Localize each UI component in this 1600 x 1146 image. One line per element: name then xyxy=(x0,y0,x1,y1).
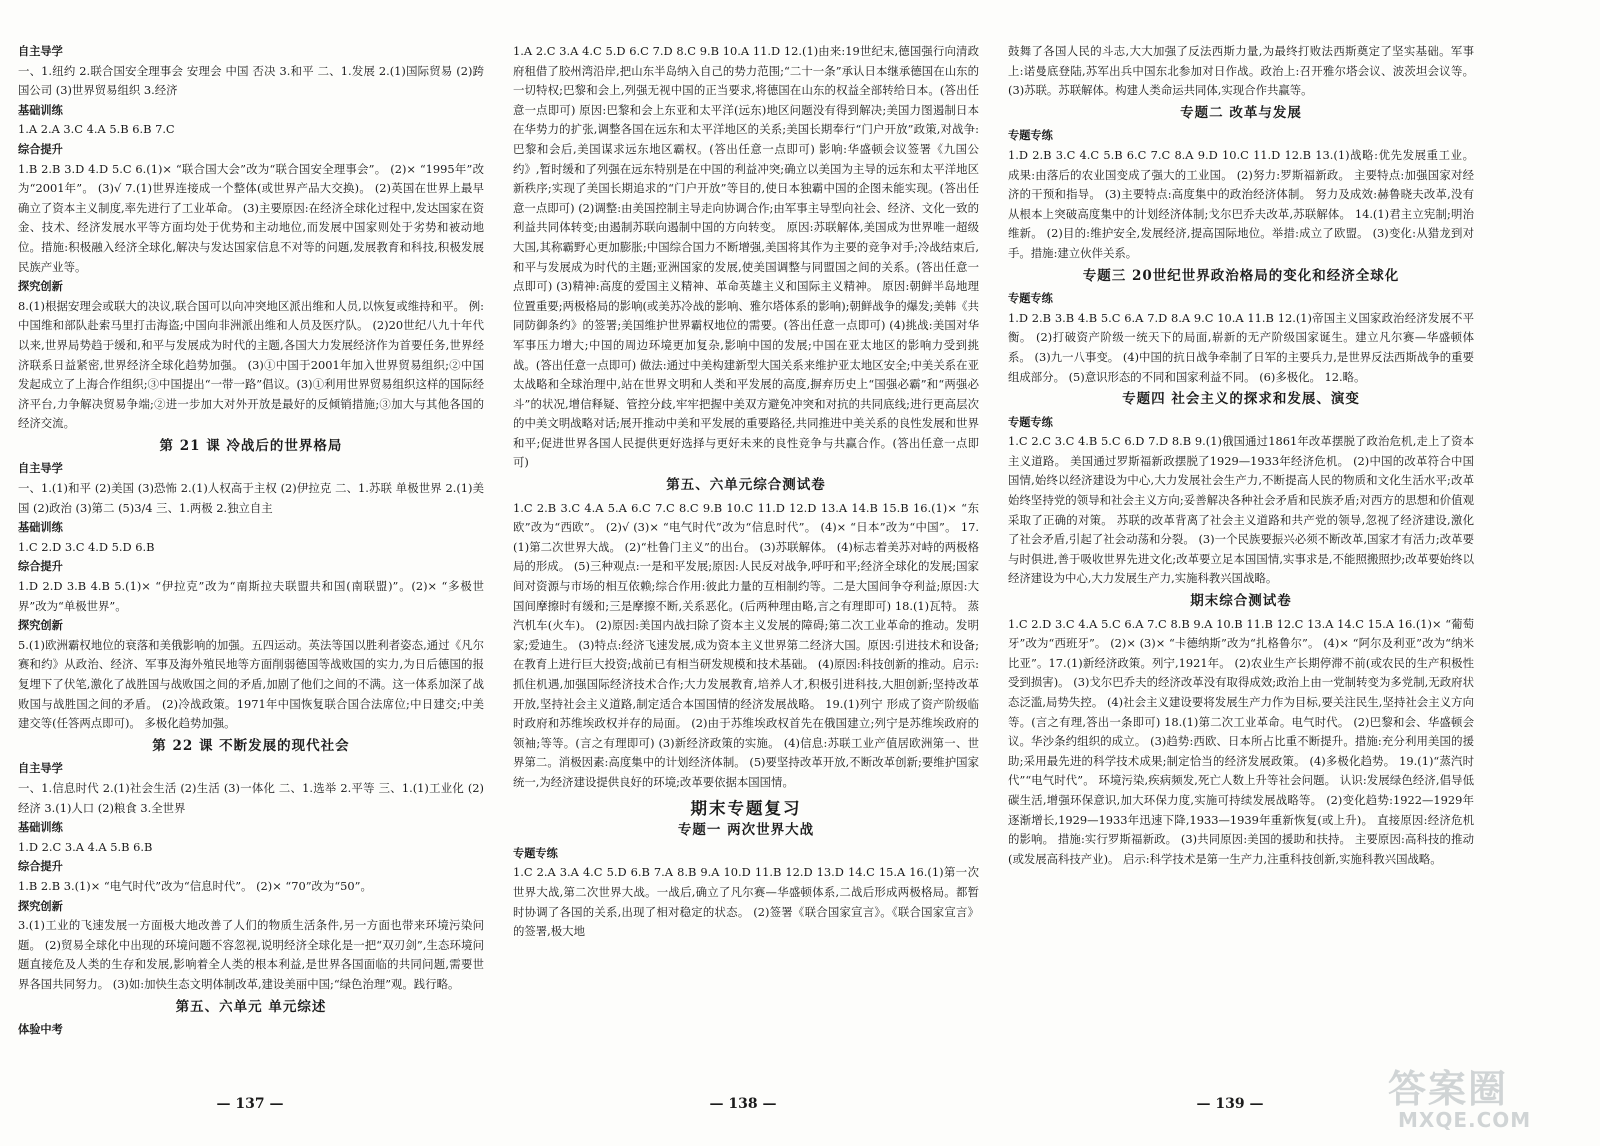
answer-text: 1.D 2.D 3.B 4.B 5.(1)× “伊拉克”改为“南斯拉夫联盟共和国(南联盟)”。(2)× “多极世界”改为“单极世界”。 xyxy=(18,579,484,613)
section-label: 综合提升 xyxy=(18,142,63,156)
section-label: 专题专练 xyxy=(513,846,558,860)
right-page-column xyxy=(1008,42,1474,1082)
section-label: 基础训练 xyxy=(18,521,63,535)
section-label: 自主导学 xyxy=(18,462,63,476)
answer-text: 5.(1)欧洲霸权地位的衰落和美俄影响的加强。五四运动。英法等国以胜利者姿态,通过《凡尔赛和约》从政治、经济、军事及海外殖民地等方面削弱德国等战败国的实力,为日后德国的报复埋下了伏笔,激化了战胜国与战败国之间的矛盾,加剧了他们之间的不满。这一体系加深了战败国与战胜国之间的矛盾。 (2)冷战政策。1971年中国恢复联合国合法席位;中日建交;中美建交等(任答两点即可)。 多极化趋势加强。 xyxy=(18,637,484,731)
section-label: 综合提升 xyxy=(18,860,63,874)
watermark-logo xyxy=(1388,1058,1588,1138)
watermark-url: MXQE.COM xyxy=(1398,1108,1532,1132)
section-label: 探究创新 xyxy=(18,280,63,294)
page-number-left: — 137 — xyxy=(216,1096,284,1112)
answer-text: 1.C 2.D 3.C 4.D 5.D 6.B xyxy=(18,539,155,554)
answer-text: 一、1.(1)和平 (2)美国 (3)恐怖 2.(1)人权高于主权 (2)伊拉克 二、1.苏联 单极世界 2.(1)美国 (2)政治 (3)第二 (5)3/4 三、1.两极 2.独立自主 xyxy=(18,481,484,515)
middle-page-column xyxy=(513,42,979,1082)
lesson-heading: 专题三 20世纪世界政治格局的变化和经济全球化 xyxy=(1082,267,1400,284)
left-page-column xyxy=(18,42,484,1082)
answer-text: 1.B 2.B 3.(1)× “电气时代”改为“信息时代”。 (2)× “70”改为“50”。 xyxy=(18,878,372,893)
answer-text: 1.A 2.C 3.A 4.C 5.D 6.C 7.D 8.C 9.B 10.A 11.D 12.(1)由来:19世纪末,德国强行向清政府租借了胶州湾沿岸,把山东半岛纳入自己的势力范围;“二十一条”承认日本继承德国在山东的一切特权;巴黎和会上,列强无视中国的正当要求,将德国在山东的权益全部转给日本。(答出任意一点即可) 原因:巴黎和会上东亚和太平洋(远东)地区问题没有得到解决;美国力图遏制日本在华势力的扩张,调整各国在远东和太平洋地区的关系;美国长期奉行“门户开放”政策,对战争:巴黎和会后,美国谋求远东地区霸权。(答出任意一点即可) 影响:华盛顿会议签署《九国公约》,暂时缓和了列强在远东特别是在中国的利益冲突;确立以美国为主导的远东和太平洋地区新秩序;实现了美国长期追求的“门户开放”等目的,使日本独霸中国的企图未能实现。(答出任意一点即可) (2)调整:由美国控制主导走向协调合作;由军事主导型向社会、经济、文化一致的利益共同体转变;由遏制苏联向遏制中国的方向转变。 原因:苏联解体,美国成为世界唯一超级大国,其称霸野心更加膨胀;中国综合国力不断增强,美国将其作为主要的竞争对手;冷战结束后,和平与发展成为时代的主题;亚洲国家的发展,使美国调整与同盟国之间的关系。(答出任意一点即可) (3)精神:高度的爱国主义精神、革命英雄主义和国际主义精神。 原因:朝鲜半岛地理位置重要;两极格局的影响(或美苏冷战的影响、雅尔塔体系的影响);朝鲜战争的爆发;美韩《共同防御条约》的签署;美国维护世界霸权地位的需要。(答出任意一点即可) (4)挑战:美国对华军事压力增大;中国的周边环境更加复杂,影响中国的发展;中国在亚太地区的影响力受到挑战。(答出任意一点即可) 做法:通过中美构建新型大国关系来维护亚太地区安全;中美关系在亚太战略和全球治理中,站在世界文明和人类和平发展的高度,摒弃历史上“国强必霸”和“两强必斗”的状况,增信释疑、管控分歧,牢牢把握中美双方避免冲突和对抗的共同底线;进行更高层次的中美文明战略对话;展开推动中美和平发展的重要路径,共同推进中美关系的良性发展和世界和平;促进世界各国人民提供更好选择与更好未来的良性竞争与共赢合作。(答出任意一点即可) xyxy=(513,44,979,470)
answer-text: 1.D 2.B 3.B 4.B 5.C 6.A 7.D 8.A 9.C 10.A 11.B 12.(1)帝国主义国家政治经济发展不平衡。 (2)打破资产阶级一统天下的局面,崭新的无产阶级国家诞生。建立凡尔赛—华盛顿体系。 (3)九一八事变。 (4)中国的抗日战争牵制了日军的主要兵力,是世界反法西斯战争的重要组成部分。 (5)意识形态的不同和国家利益不同。 (6)多极化。 12.略。 xyxy=(1008,310,1474,384)
answer-text: 1.C 2.D 3.C 4.A 5.C 6.A 7.C 8.B 9.A 10.B 11.B 12.C 13.A 14.C 15.A 16.(1)× “葡萄牙”改为“西班牙”。 (2)× (3)× “卡德纳斯”改为“扎格鲁尔”。 (4)× “阿尔及利亚”改为“纳米比亚”。17.(1)新经济政策。列宁,1921年。 (2)农业生产长期停滞不前(或农民的生产积极性受到损害)。 (3)戈尔巴乔夫的经济改革没有取得成效;政治上由一党制转变为多党制,无政府状态泛滥,局势失控。 (4)社会主义建设要将发展生产力作为目标,要关注民生,坚持社会主义方向等。(言之有理,答出一条即可) 18.(1)第二次工业革命。电气时代。 (2)巴黎和会、华盛顿会议。华沙条约组织的成立。 (3)趋势:西欧、日本所占比重不断提升。措施:充分利用美国的援助;采用最先进的科学技术成果;制定恰当的经济发展政策。 (4)多极化趋势。 19.(1)“蒸汽时代”“电气时代”。 环境污染,疾病频发,死亡人数上升等社会问题。 认识:发展绿色经济,倡导低碳生活,增强环保意识,加大环保力度,实施可持续发展战略等。 (2)变化趋势:1922—1929年逐渐增长,1929—1933年迅速下降,1933—1939年重新恢复(或上升)。 直接原因:经济危机的影响。 措施:实行罗斯福新政。 (3)共同原因:美国的援助和扶持。 主要原因:高科技的推动(或发展高科技产业)。 启示:科学技术是第一生产力,注重科技创新,实施科教兴国战略。 xyxy=(1008,616,1474,866)
chapter-heading: 期末专题复习 xyxy=(690,798,802,818)
answer-text: 1.C 2.A 3.A 4.C 5.D 6.B 7.A 8.B 9.A 10.D 11.B 12.D 13.D 14.C 15.A 16.(1)第一次世界大战,第二次世界大战。一战后,确立了凡尔赛—华盛顿体系,二战后形成两极格局。都暂时协调了各国的关系,出现了相对稳定的状态。 (2)签署《联合国家宣言》。《联合国家宣言》的签署,极大地 xyxy=(513,865,979,939)
answer-text: 1.A 2.A 3.C 4.A 5.B 6.B 7.C xyxy=(18,122,175,137)
section-label: 探究创新 xyxy=(18,619,63,633)
section-label: 基础训练 xyxy=(18,103,63,117)
lesson-heading: 第五、六单元 单元综述 xyxy=(175,998,327,1015)
page-number-right: — 139 — xyxy=(1196,1096,1264,1112)
answer-text: 3.(1)工业的飞速发展一方面极大地改善了人们的物质生活条件,另一方面也带来环境污染问题。 (2)贸易全球化中出现的环境问题不容忽视,说明经济全球化是一把“双刃剑”,生态环境问题直接危及人类的生存和发展,影响着全人类的根本利益,是世界各国面临的共同问题,需要世界各国共同努力。 (3)如:加快生态文明体制改革,建设美丽中国;“绿色治理”观。践行略。 xyxy=(18,918,484,991)
lesson-heading: 专题一 两次世界大战 xyxy=(677,822,815,839)
answer-text: 1.D 2.C 3.A 4.A 5.B 6.B xyxy=(18,839,153,854)
lesson-heading: 第 22 课 不断发展的现代社会 xyxy=(152,737,350,754)
section-label: 基础训练 xyxy=(18,821,63,835)
section-label: 专题专练 xyxy=(1008,292,1053,306)
lesson-heading: 专题二 改革与发展 xyxy=(1180,104,1302,121)
section-label: 专题专练 xyxy=(1008,129,1053,143)
answer-text: 1.C 2.B 3.C 4.A 5.A 6.C 7.C 8.C 9.B 10.C 11.D 12.D 13.A 14.B 15.B 16.(1)× “东欧”改为“西欧”。 (2)√ (3)× “电气时代”改为“信息时代”。 (4)× “日本”改为“中国”。 17.(1)第二次世界大战。 (2)“杜鲁门主义”的出台。 (3)苏联解体。 (4)标志着美苏对峙的两极格局的形成。 (5)三种观点:一是和平发展;原因:人民反对战争,呼吁和平;经济全球化的发展;国家间对资源与市场的相互依赖;综合作用:彼此力量的互相制约等。二是大国间争夺利益;原因:大国间摩擦时有缓和;三是摩擦不断,关系恶化。(后两种理由略,言之有理即可) 18.(1)瓦特。 蒸汽机车(火车)。 (2)原因:美国内战扫除了资本主义发展的障碍;第二次工业革命的推动。发明家;爱迪生。 (3)特点:经济飞速发展,成为资本主义世界第二经济大国。原因:引进技术和设备;在教育上进行巨大投资;战前已有相当研发规模和技术基础。 (4)原因:科技创新的推动。启示:抓住机遇,加强国际经济技术合作;大力发展教育,培养人才,积极引进科技,大胆创新;坚持改革开放,坚持社会主义道路,制定适合本国国情的经济发展战略。 19.(1)列宁 形成了资产阶级临时政府和苏维埃政权并存的局面。 (2)由于苏维埃政权首先在俄国建立;列宁是苏维埃政府的领袖;等等。(言之有理即可) (3)新经济政策的实施。 (4)信息:苏联工业产值居欧洲第一、世界第二。消极因素:高度集中的计划经济体制。 (5)要坚持改革开放,不断改革创新;要维护国家统一,为经济建设提供良好的环境;改革要依据本国国情。 xyxy=(513,500,979,789)
lesson-heading: 第 21 课 冷战后的世界格局 xyxy=(159,437,343,454)
lesson-heading: 期末综合测试卷 xyxy=(1190,593,1292,610)
section-label: 体验中考 xyxy=(18,1023,63,1037)
answer-text: 一、1.纽约 2.联合国安全理事会 安理会 中国 否决 3.和平 二、1.发展 2.(1)国际贸易 (2)跨国公司 (3)世界贸易组织 3.经济 xyxy=(18,63,484,98)
section-label: 探究创新 xyxy=(18,899,63,913)
answer-text: 1.C 2.C 3.C 4.B 5.C 6.D 7.D 8.B 9.(1)俄国通过1861年改革摆脱了政治危机,走上了资本主义道路。 美国通过罗斯福新政摆脱了1929—1933年经济危机。 (2)中国的改革符合中国国情,始终以经济建设为中心,大力发展社会生产力,不断提高人民的物质和文化生活水平;改革始终坚持党的领导和社会主义方向;妥善解决各种社会矛盾和民族矛盾;对西方的思想和价值观采取了正确的对策。 苏联的改革背离了社会主义道路和共产党的领导,忽视了经济建设,激化了社会矛盾,引起了社会动荡和分裂。 (3)一个民族要振兴必须不断改革,国家才有活力;改革要与时俱进,善于吸收世界先进文化;改革要立足本国国情,实事求是,不能照搬照抄;改革要始终以经济建设为中心,大力发展生产力,实施科教兴国战略。 xyxy=(1008,434,1474,586)
section-label: 自主导学 xyxy=(18,45,63,58)
section-label: 专题专练 xyxy=(1008,415,1053,429)
answer-text: 8.(1)根据安理会或联大的决议,联合国可以向冲突地区派出维和人员,以恢复或维持和平。 例:中国维和部队赴索马里打击海盗;中国向非洲派出维和人员及医疗队。 (2)20世纪八九十年代以来,世界局势趋于缓和,和平与发展成为时代的主题,各国大力发展经济作为首要任务,世界经济联系日益紧密,世界经济全球化趋势加强。 (3)①中国于2001年加入世界贸易组织;②中国发起成立了上海合作组织;③中国提出“一带一路”倡议。(3)①利用世界贸易组织这样的国际经济平台,力争解决贸易争端;②进一步加大对外开放是最好的反倾销措施;③加大与其他各国的经济交流。 xyxy=(18,298,484,431)
section-label: 自主导学 xyxy=(18,762,63,776)
page-number-middle: — 138 — xyxy=(709,1096,777,1112)
lesson-heading: 第五、六单元综合测试卷 xyxy=(666,477,826,494)
watermark-text: 答案圈 xyxy=(1388,1067,1509,1111)
answer-text: 一、1.信息时代 2.(1)社会生活 (2)生活 (3)一体化 二、1.选举 2.平等 三、1.(1)工业化 (2)经济 3.(1)人口 (2)粮食 3.全世界 xyxy=(18,780,484,815)
section-label: 综合提升 xyxy=(18,560,63,574)
answer-text: 1.B 2.B 3.D 4.D 5.C 6.(1)× “联合国大会”改为“联合国安全理事会”。 (2)× “1995年”改为“2001年”。 (3)√ 7.(1)世界连接成一个整体(或世界产品大交换)。 (2)英国在世界上最早确立了资本主义制度,率先进行了工业革命。 (3)主要原因:在经济全球化过程中,发达国家在资金、技术、经济发展水平等方面均处于优势和主动地位,而发展中国家则处于劣势和被动地位。措施:积极融入经济全球化,解决与发达国家信息不对等的问题,发展教育和科技,积极发展民族产业等。 xyxy=(18,161,484,274)
answer-text: 鼓舞了各国人民的斗志,大大加强了反法西斯力量,为最终打败法西斯奠定了坚实基础。军事上:诺曼底登陆,苏军出兵中国东北参加对日作战。政治上:召开雅尔塔会议、波茨坦会议等。 (3)苏联。苏联解体。构建人类命运共同体,实现合作共赢等。 xyxy=(1008,44,1474,98)
answer-text: 1.D 2.B 3.C 4.C 5.B 6.C 7.C 8.A 9.D 10.C 11.D 12.B 13.(1)战略:优先发展重工业。 成果:由落后的农业国变成了强大的工业国。 (2)努力:罗斯福新政。 主要特点:加强国家对经济的干预和指导。 (3)主要特点:高度集中的政治经济体制。 努力及成效:赫鲁晓夫改革,没有从根本上突破高度集中的计划经济体制;戈尔巴乔夫改革,苏联解体。 14.(1)君主立宪制;明治维新。 (2)目的:维护安全,发展经济,提高国际地位。举措:成立了欧盟。 (3)变化:从猎龙到对手。措施:建立伙伴关系。 xyxy=(1008,147,1474,260)
lesson-heading: 专题四 社会主义的探求和发展、演变 xyxy=(1122,391,1360,408)
